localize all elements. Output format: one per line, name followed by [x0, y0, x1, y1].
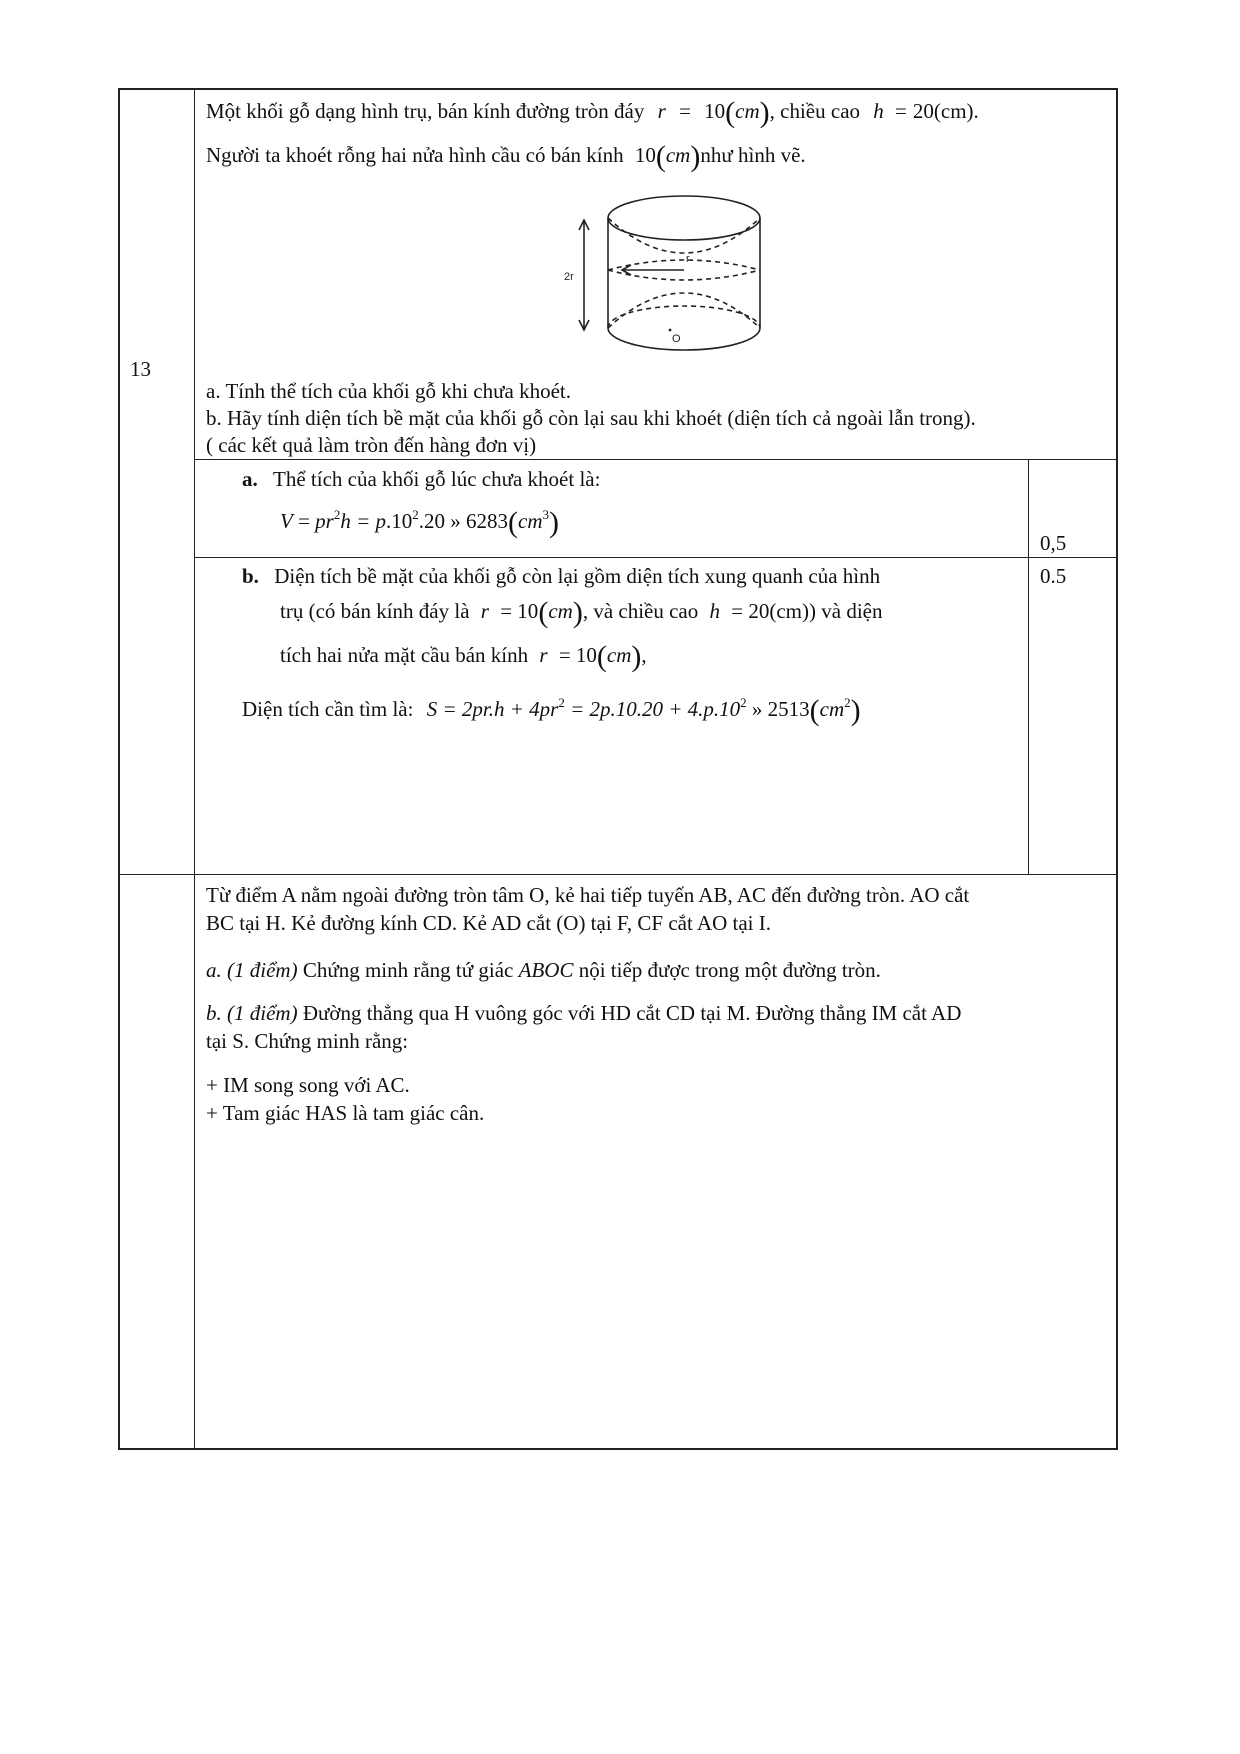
- radius-symbol: r: [657, 99, 666, 123]
- part-a-text-pre: Chứng minh rằng tứ giác: [297, 958, 519, 982]
- statement-line-2: Người ta khoét rỗng hai nửa hình cầu có bán kính 10(cm)như hình vẽ.: [206, 140, 806, 173]
- area-formula: S = 2pr.h + 4pr: [426, 697, 559, 721]
- formula-rest: .10: [386, 509, 413, 533]
- row-divider-2: [194, 557, 1117, 558]
- row-divider-3: [118, 874, 1117, 875]
- area-result: » 2513: [746, 697, 810, 721]
- problem-14-bullet-2: + Tam giác HAS là tam giác cân.: [206, 1101, 485, 1125]
- cylinder-figure: [560, 178, 780, 368]
- problem-14-part-b-line-2: tại S. Chứng minh rằng:: [206, 1029, 409, 1053]
- answer-a-header: [242, 466, 600, 492]
- part-a-label: a. (1 điểm): [206, 958, 298, 982]
- question-b: b. Hãy tính diện tích bề mặt của khối gỗ còn lại sau khi khoét (diện tích cả ngoài lẫn trong).: [206, 406, 976, 430]
- answer-a-score: 0,5: [1040, 531, 1067, 555]
- area-label: Diện tích cần tìm là:: [242, 697, 414, 721]
- answer-a-text: Thể tích của khối gỗ lúc chưa khoét là:: [273, 467, 601, 491]
- answer-b-text-2a: trụ (có bán kính đáy là: [280, 599, 470, 623]
- answer-b-line-4: Diện tích cần tìm là: $S = 2pr.h + 4pr^2 = 2p.10.20 + 4.p.10^2$ » $2513(cm^2)$: [242, 694, 861, 727]
- statement-line-1: Một khối gỗ dạng hình trụ, bán kính đường tròn đáy r = 10(cm), chiều cao h = 20(cm).: [206, 96, 979, 129]
- answer-b-sphere-r-value: = 10: [558, 643, 597, 667]
- problem-14-bullet-1: + IM song song với AC.: [206, 1073, 410, 1097]
- problem-14-line-1: Từ điểm A nằm ngoài đường tròn tâm O, kẻ hai tiếp tuyến AB, AC đến đường tròn. AO cắt: [206, 883, 970, 907]
- rounding-note: ( các kết quả làm tròn đến hàng đơn vị): [206, 433, 537, 457]
- statement-line-2-end: như hình vẽ.: [700, 143, 806, 167]
- label-2r: 2r: [564, 271, 574, 283]
- part-b-text-1: Đường thẳng qua H vuông góc với HD cắt CD tại M. Đường thẳng IM cắt AD: [297, 1001, 962, 1025]
- column-divider: [194, 88, 195, 1450]
- answer-b-sphere-r: r: [539, 643, 548, 667]
- problem-14-part-b: [206, 1000, 961, 1026]
- answer-b-line-2: trụ (có bán kính đáy là r = 10(cm), và chiều cao h = 20(cm)) và diện: [280, 596, 883, 629]
- score-column-divider: [1028, 459, 1029, 875]
- answer-b-text-3-end: ,: [641, 643, 647, 667]
- area-square: 2: [558, 695, 565, 710]
- answer-b-label: b.: [242, 564, 259, 588]
- formula-pr: pr: [315, 509, 334, 533]
- table-border-top: [118, 88, 1118, 90]
- area-unit: cm: [819, 697, 845, 721]
- volume-unit: cm: [518, 509, 543, 533]
- answer-b-line-1: [242, 563, 880, 589]
- radius-value: 10: [704, 99, 726, 123]
- answer-b-h-value: = 20(cm)) và diện: [731, 599, 883, 623]
- table-border-bottom: [118, 1448, 1118, 1450]
- height-value: 20(cm).: [912, 99, 979, 123]
- table-border-right: [1116, 88, 1118, 1450]
- answer-b-score: 0.5: [1040, 564, 1067, 588]
- area-formula-mid: = 2p.10.20 + 4.p.10: [564, 697, 741, 721]
- answer-b-text-1: Diện tích bề mặt của khối gỗ còn lại gồm diện tích xung quanh của hình: [274, 564, 881, 588]
- statement-text: Một khối gỗ dạng hình trụ, bán kính đường tròn đáy: [206, 99, 645, 123]
- formula-square-2: 2: [412, 507, 419, 522]
- formula-square: 2: [333, 507, 341, 522]
- table-border-left: [118, 88, 120, 1450]
- formula-result: .20 » 6283: [418, 509, 509, 533]
- sphere-radius-unit: cm: [665, 143, 691, 167]
- part-a-math: ABOC: [518, 958, 574, 982]
- label-r: r: [686, 253, 690, 265]
- height-symbol: h: [873, 99, 884, 123]
- answer-b-text-2b: , và chiều cao: [582, 599, 699, 623]
- answer-b-h: h: [709, 599, 721, 623]
- formula-equals: =: [292, 509, 316, 533]
- height-label: , chiều cao: [769, 99, 861, 123]
- answer-b-sphere-unit: cm: [606, 643, 632, 667]
- area-square-2: 2: [740, 695, 747, 710]
- answer-b-r-value: = 10: [500, 599, 539, 623]
- part-b-label: b. (1 điểm): [206, 1001, 298, 1025]
- answer-b-text-3: tích hai nửa mặt cầu bán kính: [280, 643, 529, 667]
- answer-a-formula: $V = pr^2h = p.10^2.20$ » $6283(cm^3)$: [280, 506, 560, 539]
- answer-b-r-unit: cm: [548, 599, 573, 623]
- question-a: a. Tính thể tích của khối gỗ khi chưa khoét.: [206, 379, 571, 403]
- statement-line-2-text: Người ta khoét rỗng hai nửa hình cầu có bán kính: [206, 143, 624, 167]
- area-unit-square: 2: [844, 695, 851, 710]
- answer-b-line-3: tích hai nửa mặt cầu bán kính r = 10(cm),: [280, 640, 647, 673]
- problem-number: 13: [130, 357, 151, 381]
- equals-sign: =: [679, 99, 691, 123]
- sphere-radius-value: 10: [634, 143, 656, 167]
- part-a-text-post: nội tiếp được trong một đường tròn.: [573, 958, 881, 982]
- formula-h: h = p: [340, 509, 387, 533]
- problem-14-part-a: [206, 957, 881, 983]
- answer-a-label: a.: [242, 467, 258, 491]
- radius-unit: cm: [735, 99, 760, 123]
- answer-b-r: r: [480, 599, 489, 623]
- row-divider-1: [194, 459, 1117, 460]
- volume-symbol: V: [280, 509, 293, 533]
- volume-unit-cube: 3: [542, 507, 550, 522]
- problem-14-line-2: BC tại H. Kẻ đường kính CD. Kẻ AD cắt (O) tại F, CF cắt AO tại I.: [206, 911, 771, 935]
- label-o: O: [672, 333, 681, 345]
